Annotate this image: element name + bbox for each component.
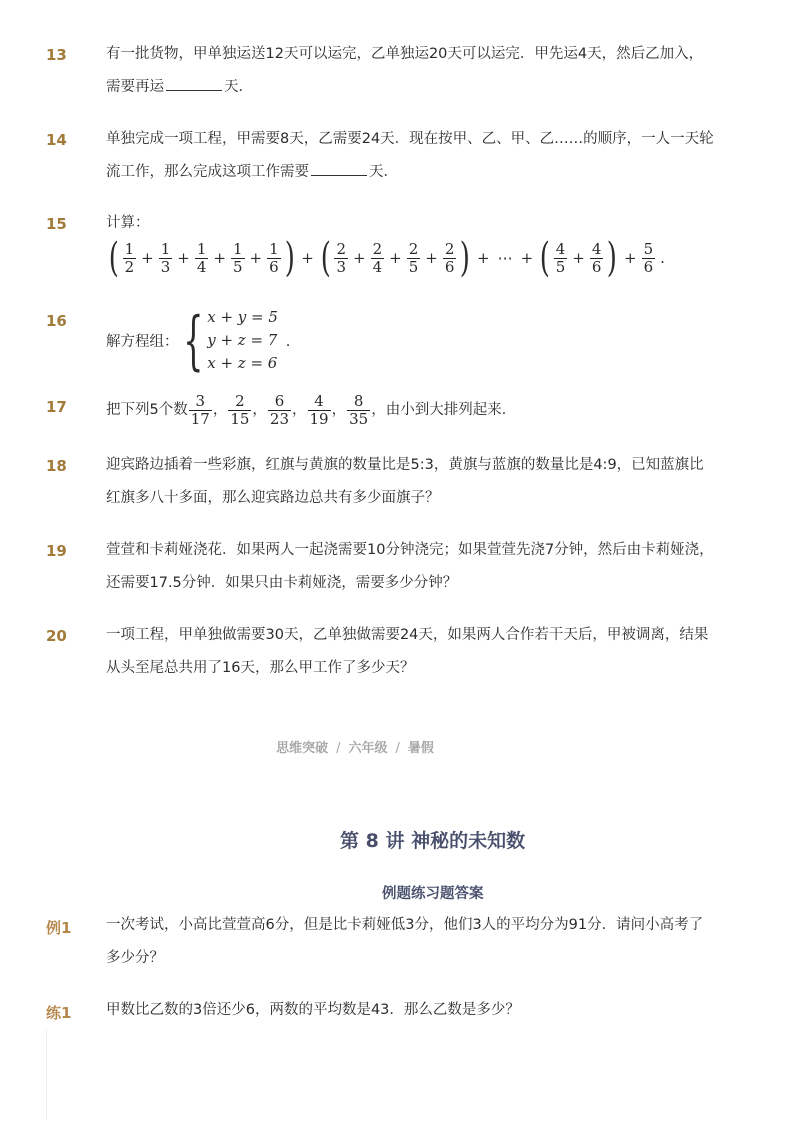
- fraction: [347, 393, 370, 428]
- denominator: 5: [555, 257, 566, 276]
- problem-number: 18: [46, 457, 67, 475]
- fraction: [268, 393, 291, 428]
- fraction: [159, 241, 173, 276]
- comma: ，: [212, 402, 228, 418]
- exercise-number: 练1: [46, 1004, 72, 1022]
- plus-sign: +: [476, 249, 490, 267]
- plus-sign: +: [572, 249, 585, 267]
- problem-number: 15: [46, 215, 67, 233]
- equation: x + y = 5: [207, 308, 278, 326]
- problem-text: 单独完成一项工程，甲需要8天，乙需要24天．现在按甲、乙、甲、乙……的顺序，一人一天轮流工作，那么完成这项工作需要 天．: [106, 131, 714, 180]
- problem-number: 16: [46, 312, 67, 330]
- numerator: 4: [591, 239, 602, 258]
- problem-number: 20: [46, 627, 67, 645]
- numerator: 4: [314, 391, 324, 410]
- fraction: [407, 241, 421, 276]
- denominator: 4: [372, 257, 383, 276]
- problem-text: 一项工程，甲单独做需要30天，乙单独做需要24天，如果两人合作若干天后，甲被调离，结果从头至尾总共用了16天，那么甲工作了多少天？: [106, 627, 709, 676]
- plus-sign: +: [624, 249, 637, 267]
- plus-sign: +: [213, 249, 226, 267]
- plus-sign: +: [141, 249, 154, 267]
- fraction: [189, 393, 212, 428]
- numerator: 2: [235, 391, 245, 410]
- fraction: [443, 241, 457, 276]
- answer-blank: [311, 159, 367, 176]
- ellipsis: ⋯: [497, 249, 513, 267]
- denominator: 5: [408, 257, 419, 276]
- example-number: 例1: [46, 919, 72, 937]
- problem-text: 把下列5个数 $\frac{3}{17}$ ， $\frac{2}{15}$ ， $\frac{6}{23}$ ， $\frac{4}{19}$ ， $\frac{8}{35}$ ，由小到大排列起来．: [106, 390, 716, 430]
- numerator: 4: [555, 239, 566, 258]
- plus-sign: +: [353, 249, 366, 267]
- denominator: 2: [124, 257, 135, 276]
- fraction: [642, 241, 656, 276]
- denominator: 17: [190, 409, 210, 428]
- denominator: 19: [309, 409, 329, 428]
- fraction: [308, 393, 331, 428]
- period: .: [660, 249, 665, 267]
- comma: ，: [331, 402, 347, 418]
- denominator: 6: [591, 257, 602, 276]
- plus-sign: +: [389, 249, 402, 267]
- plus-sign: +: [425, 249, 438, 267]
- fraction: [371, 241, 385, 276]
- problem-text: 迎宾路边插着一些彩旗，红旗与黄旗的数量比是5:3，黄旗与蓝旗的数量比是4:9，已知蓝旗比红旗多八十多面，那么迎宾路边总共有多少面旗子？: [106, 457, 704, 506]
- denominator: 6: [444, 257, 455, 276]
- denominator: 3: [160, 257, 171, 276]
- numerator: 6: [274, 391, 285, 410]
- numerator: 8: [353, 391, 364, 410]
- numerator: 1: [124, 239, 135, 258]
- denominator: 4: [196, 257, 207, 276]
- lecture-title: 第 8 讲 神秘的未知数: [340, 830, 526, 852]
- problem-number: 14: [46, 131, 67, 149]
- example-text: 一次考试，小高比萱萱高6分，但是比卡莉娅低3分，他们3人的平均分为91分．请问小高考了多少分？: [106, 917, 704, 966]
- plus-sign: +: [249, 249, 263, 267]
- numerator: 2: [408, 239, 419, 258]
- right-paren: ): [607, 235, 618, 281]
- answer-blank: [166, 74, 222, 91]
- margin-rule: [46, 1030, 47, 1120]
- denominator: 5: [232, 257, 243, 276]
- problem-text: 萱萱和卡莉娅浇花．如果两人一起浇需要10分钟浇完；如果萱萱先浇7分钟，然后由卡莉娅浇，还需要17.5分钟．如果只由卡莉娅浇，需要多少分钟？: [106, 542, 714, 591]
- plus-sign: +: [177, 249, 190, 267]
- right-paren: ): [284, 235, 295, 281]
- section-subtitle: 例题练习题答案: [382, 886, 484, 902]
- denominator: 3: [336, 257, 346, 276]
- left-paren: (: [539, 235, 551, 281]
- problem-number: 19: [46, 542, 67, 560]
- left-paren: (: [108, 235, 119, 281]
- equation: y + z = 7: [207, 331, 278, 349]
- right-paren: ): [460, 235, 471, 281]
- numerator: 1: [232, 239, 243, 258]
- plus-sign: +: [520, 249, 534, 267]
- fraction: [231, 241, 245, 276]
- denominator: 15: [230, 409, 250, 428]
- problem-number: 17: [46, 398, 67, 416]
- denominator: 23: [269, 409, 290, 428]
- equation: x + z = 6: [207, 354, 278, 372]
- fraction: [123, 241, 137, 276]
- numerator: 2: [372, 239, 383, 258]
- numerator: 3: [195, 391, 206, 410]
- denominator: 6: [643, 257, 654, 276]
- denominator: 35: [349, 409, 369, 428]
- fraction: [554, 241, 568, 276]
- denominator: 6: [269, 257, 279, 276]
- left-paren: (: [320, 235, 331, 281]
- numerator: 1: [196, 239, 207, 258]
- numerator: 2: [336, 239, 346, 258]
- comma: ，: [252, 402, 267, 418]
- numerator: 2: [444, 239, 455, 258]
- problem-label: 计算：: [106, 215, 150, 231]
- calc-expression: [106, 235, 669, 281]
- equation-list: [207, 306, 278, 375]
- fraction: [334, 241, 348, 276]
- problem-label: 解方程组：: [106, 334, 179, 350]
- numerator: 5: [643, 239, 654, 258]
- exercise-text: 甲数比乙数的3倍还少6，两数的平均数是43．那么乙数是多少？: [106, 1002, 520, 1018]
- equation-system: 解方程组： { x + y = 5 y + z = 7 x + z = 6 ．: [106, 303, 300, 378]
- numerator: 1: [269, 239, 279, 258]
- comma: ，: [292, 402, 307, 418]
- fraction: [228, 393, 251, 428]
- page-footer: 思维突破 / 六年级 / 暑假: [276, 741, 434, 756]
- fraction: [267, 241, 281, 276]
- numerator: 1: [160, 239, 171, 258]
- problem-number: 13: [46, 46, 67, 64]
- problem-text: 有一批货物，甲单独运送12天可以运完，乙单独运20天可以运完．甲先运4天，然后乙加入，需要再运 天．: [106, 46, 704, 95]
- fraction-list: [188, 390, 371, 430]
- plus-sign: +: [301, 249, 314, 267]
- fraction: [590, 241, 604, 276]
- left-brace-icon: {: [182, 303, 204, 378]
- fraction: [195, 241, 209, 276]
